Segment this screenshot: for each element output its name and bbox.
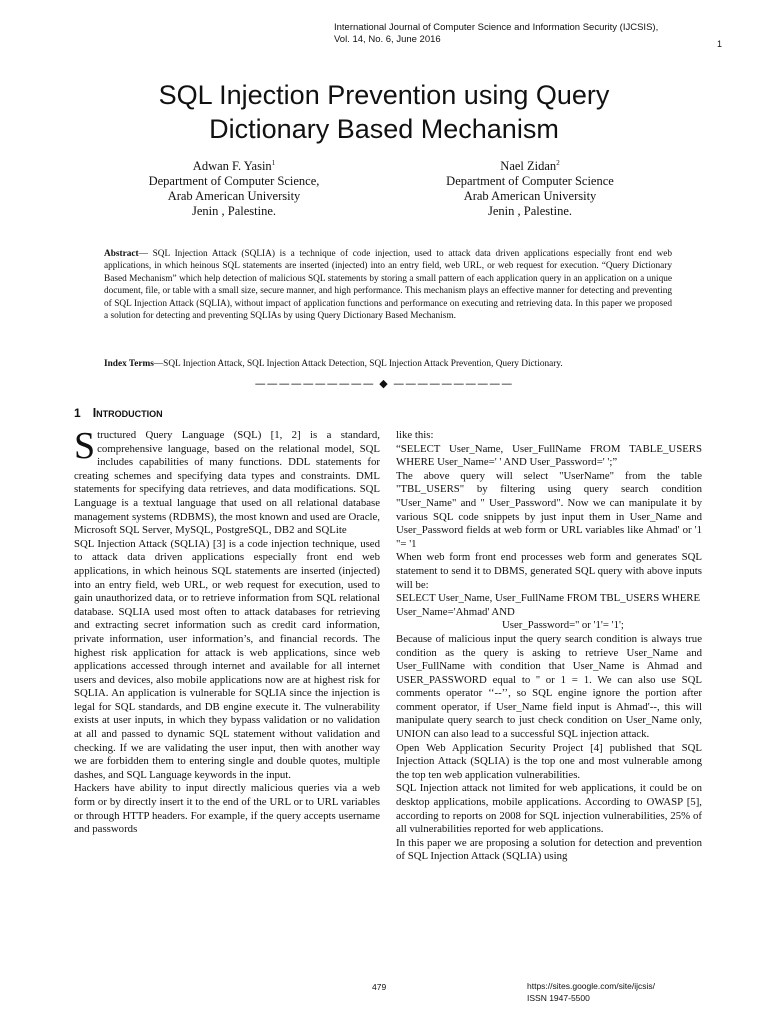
index-terms-text: —SQL Injection Attack, SQL Injection Attack Detection, SQL Injection Attack Prevention, Query Dictionary.: [153, 359, 563, 369]
author-block-2: [400, 156, 660, 219]
section-divider: —————————— ◆ ——————————: [254, 377, 514, 390]
author-dept: Department of Computer Science: [446, 174, 614, 189]
author-block-1: [104, 156, 364, 219]
drop-cap: S: [74, 425, 96, 467]
paragraph: Because of malicious input the query search condition is always true condition as the query is asking to retrieve User_Name and User_FullName with condition that User_Name is Ahmad and USER_PASSWORD equal to '' or 1 = 1. We can also use SQL comments operator ‘‘--’’, so SQL engine ignore the portion after comment operator, if User_Name field input is Ahmad'--, this will manipulate query search to just check condition on User_Name only, UNION can also lead to a successful SQL injection attack.: [396, 632, 702, 741]
section-number: 1: [74, 406, 81, 420]
sql-example-continued: User_Password='' or '1'= '1';: [502, 619, 624, 632]
section-heading: [74, 406, 163, 420]
abstract-text: — SQL Injection Attack (SQLIA) is a technique of code injection, used to attack data driven applications especially front end web applications, in which heinous SQL statements are inserted (injected) into an entry field, web URL, or web request for execution. “Query Dictionary Based Mechanism” which help detection of malicious SQL statements by storing a small pattern of each application query in an application on a unique document, file, or table with a small size, secure manner, and high performance. This mechanism plays an effective manner for detecting and preventing of SQL Injection Attack (SQLIA), without impact of application functions and performance on executing and retrieving data. In this paper we proposed a solution for detecting and preventing SQLIAs by using Query Dictionary Based Mechanism.: [104, 249, 672, 322]
paragraph: When web form front end processes web form and generates SQL statement to send it to DBMS, generated SQL query with above inputs will be:: [396, 551, 702, 591]
footer-issn: ISSN 1947-5500: [527, 993, 590, 1003]
paragraph: Open Web Application Security Project [4] published that SQL Injection Attack (SQLIA) is the top one and most vulnerable among the top ten web application vulnerabilities.: [396, 741, 702, 781]
journal-header: [334, 22, 658, 46]
paragraph: like this:: [396, 429, 434, 441]
section-title: Introduction: [92, 406, 163, 420]
author-univ: Arab American University: [167, 189, 301, 204]
author-location: Jenin , Palestine.: [191, 204, 276, 219]
author-name: Nael Zidan$^2$: [500, 159, 560, 174]
paper-title: [0, 78, 768, 146]
footer-url[interactable]: https://sites.google.com/site/ijcsis/: [527, 981, 656, 991]
paragraph: SQL Injection attack not limited for web applications, it could be on desktop applications, mobile applications. According to OWASP [5], according to reports on 2008 for SQL injection vulnerabilities, 25% of all vulnerabilities reported for web applications.: [396, 782, 702, 836]
title-line-1: SQL Injection Prevention using Query: [158, 80, 610, 110]
paragraph: Hackers have ability to input directly malicious queries via a web form or by directly insert it to the end of the URL or to URL variables or through HTTP headers. For example, if the query accepts username and passwords: [74, 782, 380, 836]
title-line-2: Dictionary Based Mechanism: [209, 114, 559, 144]
sql-example: SELECT User_Name, User_FullName FROM TBL_USERS WHERE User_Name='Ahmad' AND: [396, 592, 701, 618]
author-dept: Department of Computer Science,: [148, 174, 320, 189]
paragraph: Structured Query Language (SQL) [1, 2] is a standard, comprehensive language, based on the relational model, SQL includes capabilities of many functions. DDL statements for creating schemes and specifying data types and constraints. DML statements for specifying data retrieves, and data modifications. SQL Language is a textual language that used on all relational database management systems (RDBMS), the most known and used are Oracle, Microsoft SQL Server, MySQL, PostgreSQL, DB2 and SQLite: [74, 425, 380, 537]
journal-name: International Journal of Computer Science and Information Security (IJCSIS),: [334, 22, 659, 33]
paragraph: SQL Injection Attack (SQLIA) [3] is a code injection technique, used to attack data driven applications especially front end web applications, in which heinous SQL statements are inserted (injected) into an entry field, web URL, or web request for execution, used to gain unauthorized data, or to retrieve information from SQL relational database. SQLIA used most often to attack databases for retrieving and extracting secret information such as credit card information, private information, user information’s, and financial records. The highest risk application for attack is web applications, since web applications accessed through internet and available for all internet users and devices, also mobile applications now are at highest risk for SQLIA. An application is vulnerable for SQLIA since the injection is legal for SQL standards, and DB engine execute it. The vulnerability exists at user inputs, in which they bypass validation or no validation at all and passed to dynamic SQL statement without validation and checking. If we are validating the user input, then with another way we are forbidden them to entering single and double quotes, multiple dashes, and SQL Language keywords in the input.: [74, 537, 380, 781]
abstract: [104, 248, 672, 322]
author-univ: Arab American University: [463, 189, 597, 204]
abstract-label: Abstract: [104, 249, 139, 259]
footer-page-number: 479: [372, 982, 387, 992]
paragraph: In this paper we are proposing a solution for detection and prevention of SQL Injection Attack (SQLIA) using: [396, 836, 702, 863]
index-terms: [104, 358, 672, 370]
right-column: [396, 429, 702, 864]
sql-example: “SELECT User_Name, User_FullName FROM TABLE_USERS WHERE User_Name=' ' AND User_Password=' ';”: [396, 442, 702, 469]
author-name: Adwan F. Yasin$^1$: [192, 159, 276, 174]
author-location: Jenin , Palestine.: [487, 204, 572, 219]
page-number: 1: [717, 39, 723, 49]
index-terms-label: Index Terms: [104, 359, 154, 369]
left-column: [74, 425, 380, 837]
paragraph: The above query will select "UserName" from the table "TBL_USERS" by filtering using query search condition "User_Name" and " User_Password". Now we can manipulate it by various SQL code snippets by just input them in User_Name and User_Password fields at web form or URL variables like Ahmad' or '1 "= '1: [396, 469, 702, 550]
journal-volume: Vol. 14, No. 6, June 2016: [334, 34, 441, 45]
